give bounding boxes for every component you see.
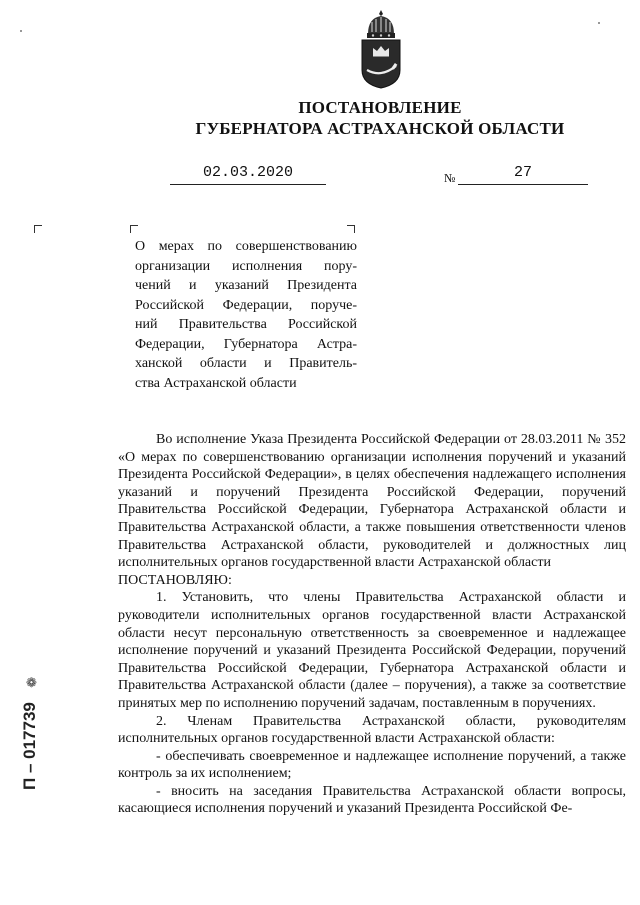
document-issuer: ГУБЕРНАТОРА АСТРАХАНСКОЙ ОБЛАСТИ	[195, 119, 565, 138]
subject-line: организации исполнения пору-	[135, 258, 357, 274]
subject-line: ханской области и Правитель-	[135, 356, 357, 371]
subject-line: Федерации, Губернатора Астра-	[135, 336, 357, 352]
margin-corner-mark	[34, 225, 42, 233]
clause-1: 1. Установить, что члены Правительства Астраханской области и руководители исполнительных органов государственной власти Астраханской области несут персональную ответственность за своевременное и надлежащее исполнение поручений и указаний Президента Российской Федерации, поручений Правительства Российской Федерации, Губернатора Астраханской области и Правительства Астраханской области (далее – поручения), а также за соответствие принятых мер по исполнению поручений задачам, поставленным в поручениях.	[118, 590, 626, 711]
subject-corner-mark-right	[347, 225, 355, 233]
subject-line: ний Правительства Российской	[135, 317, 357, 332]
scan-speck	[598, 22, 600, 24]
document-number: 27	[458, 164, 588, 185]
coat-of-arms-emblem	[356, 8, 406, 90]
serial-ornament: ❁	[26, 675, 37, 690]
subject-line: О мерах по совершенствованию	[135, 239, 357, 254]
decree-word: ПОСТАНОВЛЯЮ:	[118, 572, 232, 588]
subject-line: ства Астраханской области	[135, 375, 297, 391]
number-label: №	[444, 171, 456, 185]
subject-corner-mark-left	[130, 225, 138, 233]
clause-2-item-a: - обеспечивать своевременное и надлежащее исполнение поручений, а также контроль за их исполнением;	[118, 748, 626, 782]
preamble-paragraph: Во исполнение Указа Президента Российской Федерации от 28.03.2011 № 352 «О мерах по совершенствованию организации исполнения поручений и указаний Президента Российской Федерации», в целях обеспечения надлежащего исполнения указаний и поручений Президента Российской Федерации, поручений Правительства Российской Федерации, Губернатора Астраханской области и Правительства Астраханской области, а также повышения ответственности членов Правительства Астраханской области, руководителей и должностных лиц исполнительных органов государственной власти Астраханской области	[118, 432, 626, 571]
subject-line: чений и указаний Президента	[135, 278, 357, 293]
clause-2-item-b: - вносить на заседания Правительства Астраханской области вопросы, касающиеся исполнения поручений и указаний Президента Российской Фе-	[118, 783, 626, 817]
form-serial-number: П – 017739	[20, 702, 39, 790]
document-title: ПОСТАНОВЛЕНИЕ	[298, 98, 462, 117]
document-subject	[135, 237, 357, 393]
document-date: 02.03.2020	[170, 164, 326, 185]
document-body	[118, 431, 626, 818]
subject-line: Российской Федерации, поруче-	[135, 297, 357, 313]
scan-speck	[20, 30, 22, 32]
clause-2: 2. Членам Правительства Астраханской области, руководителям исполнительных органов государственной власти Астраханской области:	[118, 713, 626, 747]
